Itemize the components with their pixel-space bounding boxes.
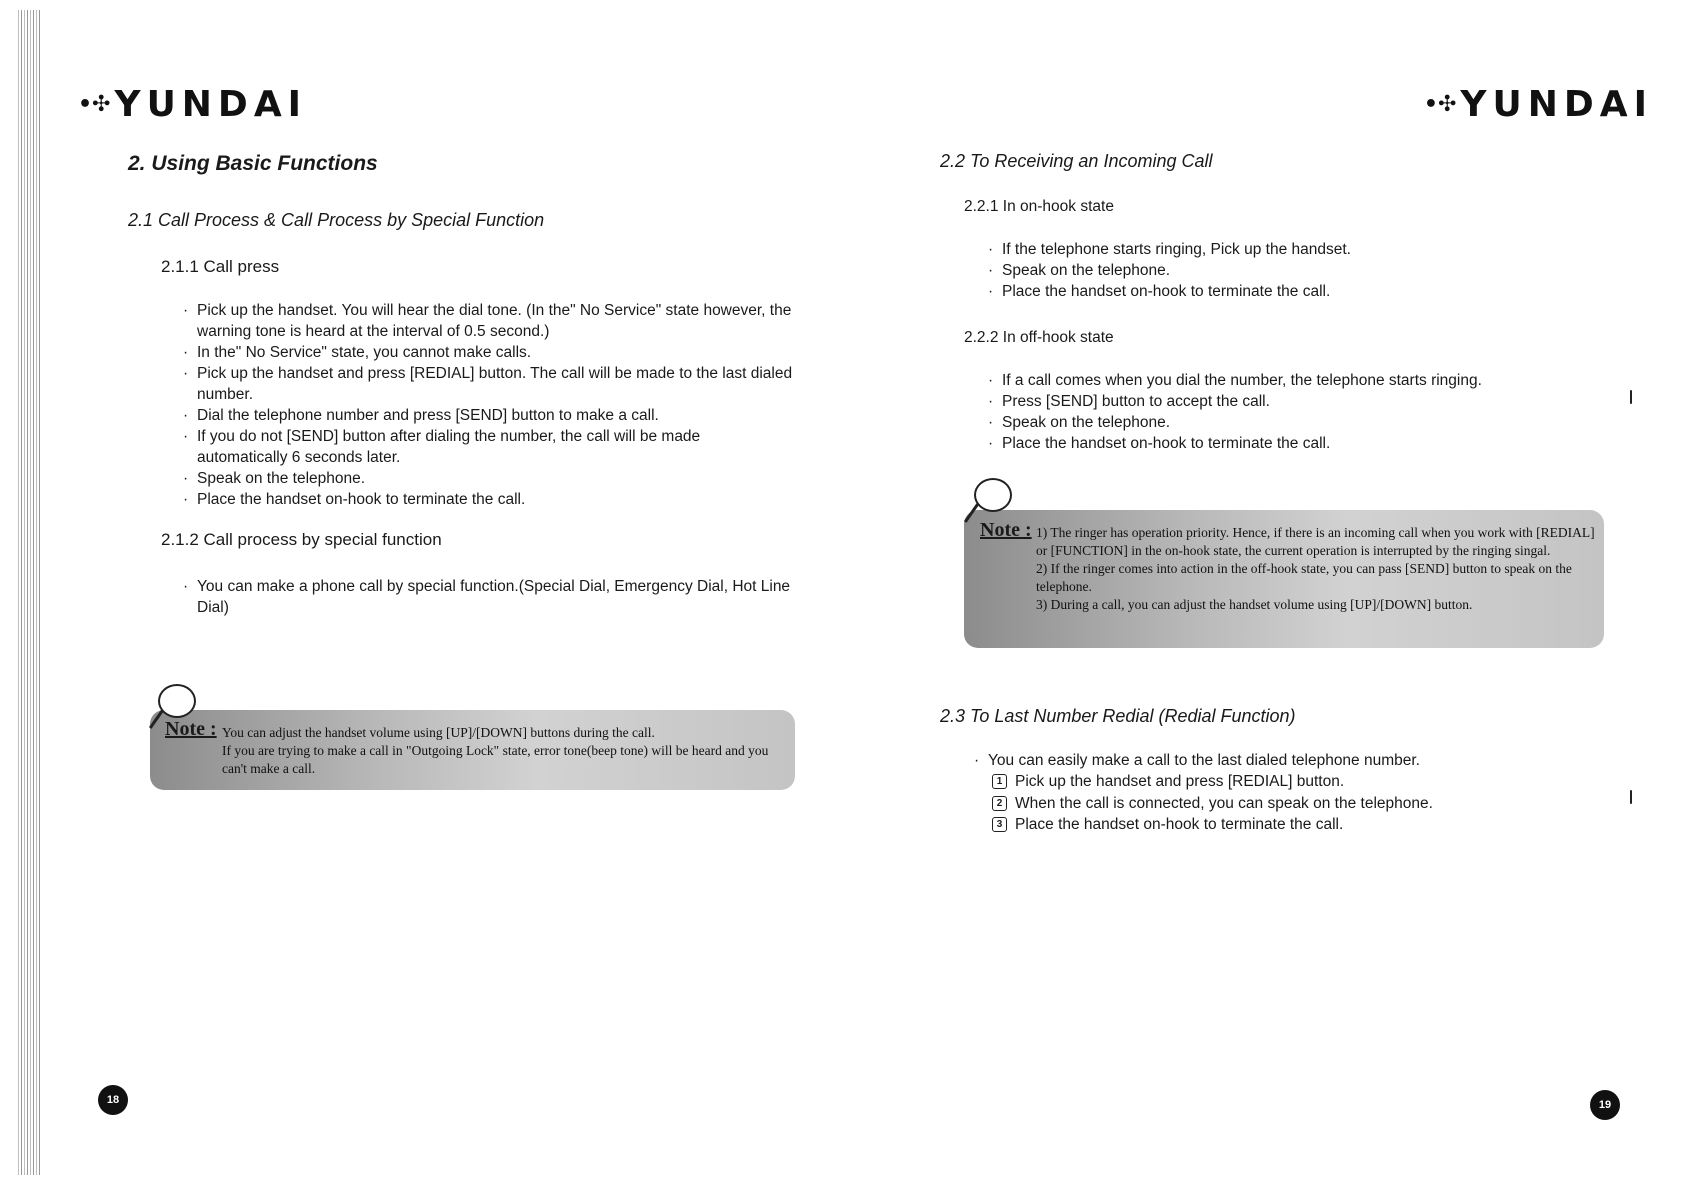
list-item	[992, 771, 1592, 793]
section-title-2-2: 2.2 To Receiving an Incoming Call	[940, 151, 1213, 171]
subsection-title-2-2-2: 2.2.2 In off-hook state	[964, 329, 1114, 346]
list-item	[992, 793, 1592, 815]
list-item: · In the" No Service" state, you cannot make calls.	[183, 342, 793, 363]
on-hook-list	[988, 239, 1588, 302]
list-item: · You can easily make a call to the last dialed telephone number.	[974, 750, 1594, 771]
brand-text: YUNDAI	[114, 84, 308, 125]
special-function-list	[183, 576, 803, 618]
step-number: 3	[992, 817, 1007, 832]
note-label: Note :	[980, 519, 1032, 541]
note-line: If you are trying to make a call in "Outgoing Lock" state, error tone(beep tone) will be heard and you can't make a call.	[222, 743, 769, 776]
step-text: Place the handset on-hook to terminate the call.	[1015, 816, 1344, 833]
margin-mark	[1630, 390, 1632, 404]
list-item	[992, 814, 1592, 836]
list-item: · Place the handset on-hook to terminate the call.	[988, 281, 1588, 302]
list-item: · Dial the telephone number and press [SEND] button to make a call.	[183, 405, 793, 426]
chapter-title: 2. Using Basic Functions	[128, 152, 378, 175]
note-magnifier-icon	[974, 478, 1012, 512]
section-title-2-3: 2.3 To Last Number Redial (Redial Function)	[940, 706, 1296, 726]
note-line: 1) The ringer has operation priority. Hence, if there is an incoming call when you work with [REDIAL] or [FUNCTION] in the on-hook state, the current operation is interrupted by the ringing singal.	[1036, 525, 1595, 558]
brand-text: YUNDAI	[1460, 84, 1653, 125]
list-item: · If a call comes when you dial the number, the telephone starts ringing.	[988, 370, 1608, 391]
note-box-left	[150, 710, 795, 790]
note-box-right	[964, 510, 1604, 648]
section-title-2-1: 2.1 Call Process & Call Process by Special Function	[128, 210, 545, 230]
note-text	[222, 724, 787, 778]
note-line: 3) During a call, you can adjust the handset volume using [UP]/[DOWN] button.	[1036, 597, 1473, 612]
page-number-badge: 19	[1590, 1090, 1620, 1120]
note-magnifier-icon	[158, 684, 196, 718]
off-hook-list	[988, 370, 1608, 454]
list-item: · Place the handset on-hook to terminate the call.	[183, 489, 793, 510]
step-number: 2	[992, 796, 1007, 811]
hyundai-mark-icon: •✣	[78, 92, 111, 117]
subsection-title-2-1-1: 2.1.1 Call press	[161, 257, 280, 276]
hyundai-logo-right	[1424, 84, 1653, 125]
hyundai-logo-left	[78, 84, 307, 125]
list-item: · Speak on the telephone.	[988, 412, 1608, 433]
list-item: · Press [SEND] button to accept the call.	[988, 391, 1608, 412]
list-item: · If you do not [SEND] button after dialing the number, the call will be made automatically 6 seconds later.	[183, 426, 793, 468]
step-text: When the call is connected, you can speak on the telephone.	[1015, 794, 1433, 812]
list-item: · Place the handset on-hook to terminate the call.	[988, 433, 1608, 454]
subsection-title-2-2-1: 2.2.1 In on-hook state	[964, 198, 1114, 215]
list-item: · Pick up the handset. You will hear the dial tone. (In the" No Service" state however, the warning tone is heard at the interval of 0.5 second.)	[183, 300, 793, 342]
page-number-badge: 18	[98, 1085, 128, 1115]
redial-steps-list	[992, 771, 1592, 836]
note-text	[1036, 524, 1596, 614]
list-item: · Speak on the telephone.	[988, 260, 1588, 281]
step-number: 1	[992, 774, 1007, 789]
note-line: You can adjust the handset volume using [UP]/[DOWN] buttons during the call.	[222, 725, 655, 740]
subsection-title-2-1-2: 2.1.2 Call process by special function	[161, 530, 442, 549]
list-item: · You can make a phone call by special function.(Special Dial, Emergency Dial, Hot Line Dial)	[183, 576, 803, 618]
hyundai-mark-icon: •✣	[1423, 92, 1457, 117]
note-label: Note :	[165, 718, 217, 740]
list-item: · If the telephone starts ringing, Pick up the handset.	[988, 239, 1588, 260]
step-text: Pick up the handset and press [REDIAL] button.	[1015, 773, 1345, 790]
right-page	[842, 0, 1683, 1190]
call-press-list	[183, 300, 793, 510]
list-item: · Speak on the telephone.	[183, 468, 793, 489]
margin-mark	[1630, 790, 1632, 804]
list-item: · Pick up the handset and press [REDIAL] button. The call will be made to the last dialed number.	[183, 363, 793, 405]
redial-intro-list	[974, 750, 1594, 771]
note-line: 2) If the ringer comes into action in the off-hook state, you can pass [SEND] button to speak on the telephone.	[1036, 561, 1572, 594]
